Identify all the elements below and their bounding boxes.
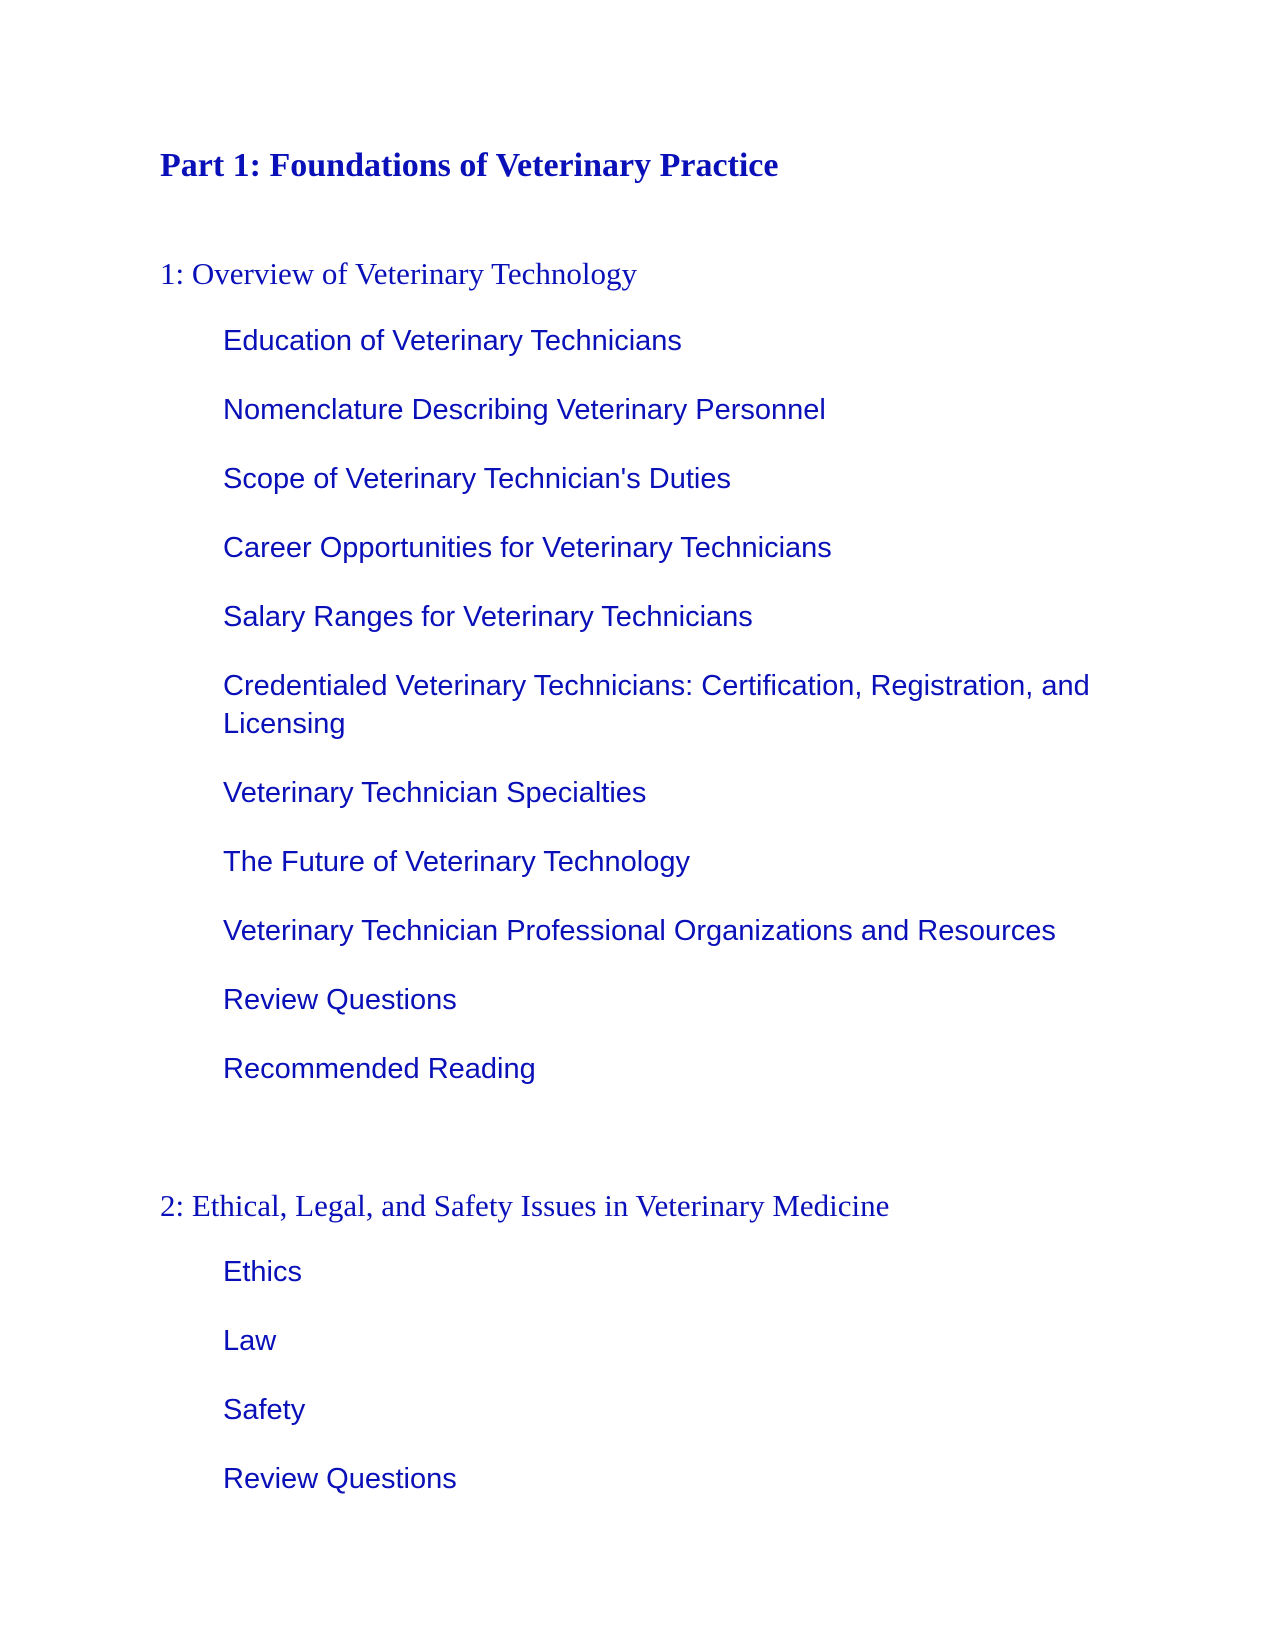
toc-link-career-opportunities[interactable]: Career Opportunities for Veterinary Technicians [223,532,832,564]
chapter-title-2[interactable]: 2: Ethical, Legal, and Safety Issues in Veterinary Medicine [160,1188,890,1223]
toc-link-specialties[interactable]: Veterinary Technician Specialties [223,777,647,809]
toc-link-law[interactable]: Law [223,1325,277,1357]
toc-link-review-questions-2[interactable]: Review Questions [223,1463,457,1495]
toc-link-education[interactable]: Education of Veterinary Technicians [223,325,682,357]
toc-link-organizations[interactable]: Veterinary Technician Professional Organizations and Resources [223,915,1056,947]
toc-link-future[interactable]: The Future of Veterinary Technology [223,846,690,878]
toc-link-salary-ranges[interactable]: Salary Ranges for Veterinary Technicians [223,601,753,633]
part-title: Part 1: Foundations of Veterinary Practice [160,147,779,184]
toc-link-recommended-reading[interactable]: Recommended Reading [223,1053,536,1085]
toc-link-review-questions-1[interactable]: Review Questions [223,984,457,1016]
chapter-title-1[interactable]: 1: Overview of Veterinary Technology [160,256,638,291]
toc-link-ethics[interactable]: Ethics [223,1256,302,1288]
toc-link-safety[interactable]: Safety [223,1394,306,1426]
chapter-1-section-list [223,322,1123,1088]
toc-link-credentialed-technicians[interactable]: Credentialed Veterinary Technicians: Certification, Registration, and Licensing [223,670,1090,740]
toc-link-scope-of-duties[interactable]: Scope of Veterinary Technician's Duties [223,463,731,495]
toc-link-nomenclature[interactable]: Nomenclature Describing Veterinary Personnel [223,394,826,426]
chapter-2-section-list [223,1253,1123,1498]
